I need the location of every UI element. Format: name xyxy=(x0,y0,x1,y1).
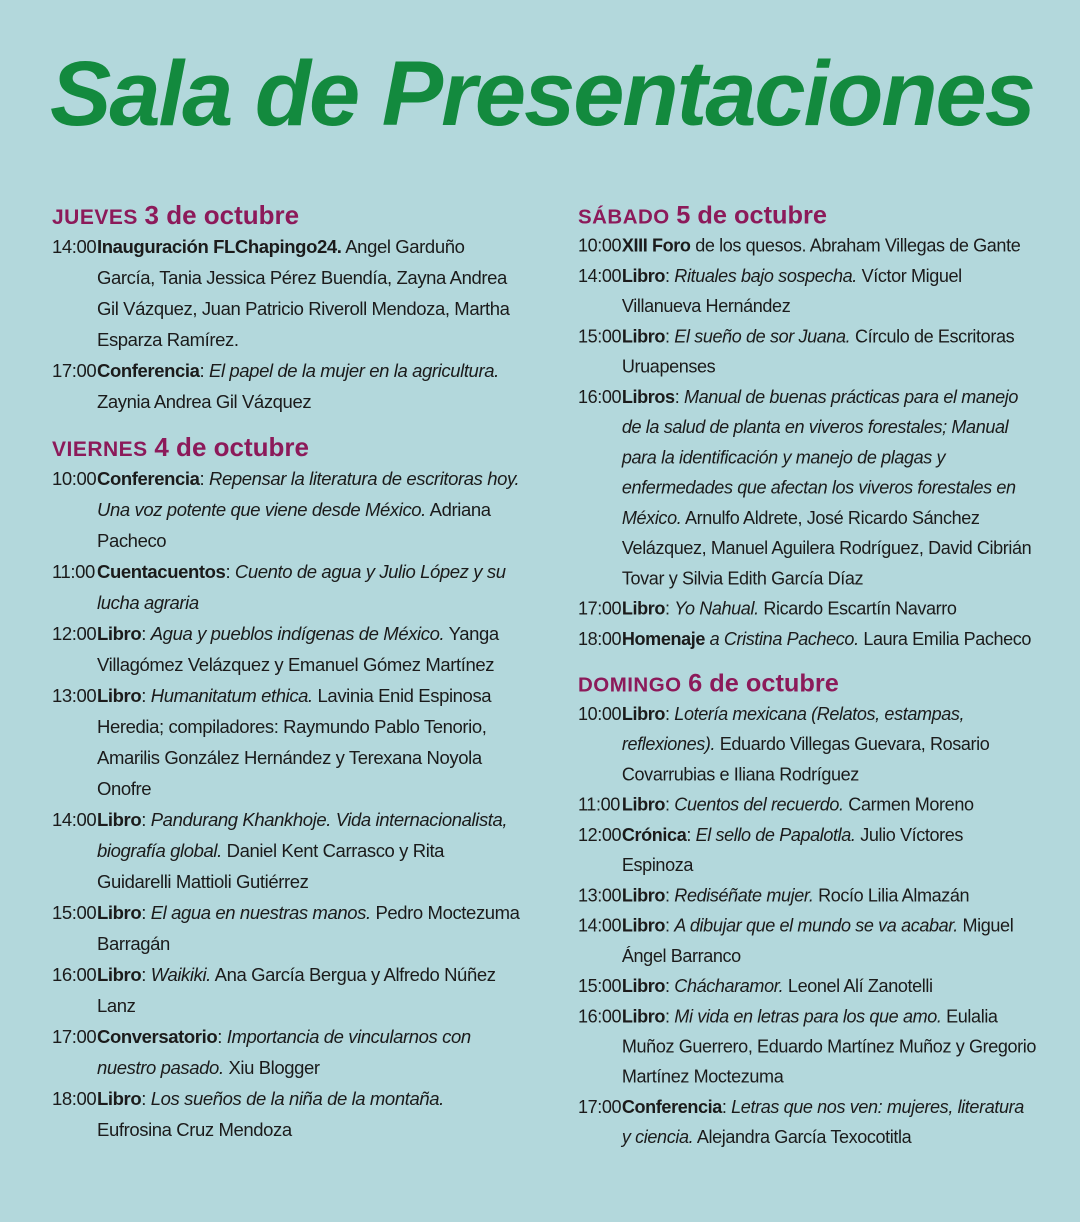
day-date: 6 de octubre xyxy=(688,668,839,698)
event-description: Conferencia: Letras que nos ven: mujeres, literatura y ciencia. Alejandra García Texocotitla xyxy=(621,1096,1024,1148)
event-item xyxy=(52,556,522,618)
event-description: Libro: Cuentos del recuerdo. Carmen Moreno xyxy=(621,794,974,815)
event-item xyxy=(52,1083,522,1145)
event-type: Libro xyxy=(621,884,666,906)
day-heading xyxy=(578,668,1036,698)
event-participants: Leonel Alí Zanotelli xyxy=(787,975,933,996)
event-work-title: El papel de la mujer en la agricultura. xyxy=(209,360,499,381)
event-time: 11:00 xyxy=(578,794,620,815)
event-time: 10:00 xyxy=(578,703,622,724)
event-time: 18:00 xyxy=(52,1088,97,1109)
event-item xyxy=(578,230,1036,260)
event-work-title: El sello de Papalotla. xyxy=(695,824,856,845)
event-item xyxy=(52,680,522,804)
event-type: Libro xyxy=(97,964,142,985)
event-time: 17:00 xyxy=(578,1096,622,1117)
event-type: Libro xyxy=(97,685,142,706)
event-work-title: Waikiki. xyxy=(150,964,211,985)
event-participants: Eufrosina Cruz Mendoza xyxy=(97,1119,292,1140)
event-time: 13:00 xyxy=(52,685,97,706)
event-work-title: Cuentos del recuerdo. xyxy=(674,794,844,815)
event-time: 17:00 xyxy=(52,1026,97,1047)
event-work-title: El agua en nuestras manos. xyxy=(150,902,371,923)
event-participants: Eduardo Villegas Guevara, Rosario Covarrubias e Iliana Rodríguez xyxy=(621,733,990,785)
event-item xyxy=(52,1021,522,1083)
event-participants: Eulalia Muñoz Guerrero, Eduardo Martínez Muñoz y Gregorio Martínez Moctezuma xyxy=(621,1005,1037,1087)
event-type: Libro xyxy=(621,325,666,347)
event-time: 14:00 xyxy=(52,809,97,830)
event-time: 10:00 xyxy=(52,468,97,489)
event-type: Libro xyxy=(97,1088,142,1109)
event-description: Libro: Agua y pueblos indígenas de México. Yanga Villagómez Velázquez y Emanuel Gómez Martínez xyxy=(97,623,499,675)
event-work-title: Cuento de agua y Julio López y su lucha agraria xyxy=(97,561,506,613)
event-item xyxy=(52,804,522,897)
event-time: 17:00 xyxy=(52,360,97,381)
event-item xyxy=(578,880,1036,910)
event-time: 15:00 xyxy=(578,325,622,347)
event-participants: Rocío Lilia Almazán xyxy=(818,884,970,906)
event-item xyxy=(52,355,522,417)
day-date: 5 de octubre xyxy=(676,200,828,230)
event-time: 15:00 xyxy=(52,902,97,923)
event-work-title: El sueño de sor Juana. xyxy=(674,325,851,347)
event-work-title: Manual de buenas prácticas para el manejo de la salud de planta en viveros forestales; Manual para la identificación y manejo de plagas y enfermedades que afectan los viveros forestales en México. xyxy=(621,386,1019,528)
event-description xyxy=(97,231,522,355)
event-type: Inauguración FLChapingo24. xyxy=(97,236,342,257)
event-work-title: Yo Nahual. xyxy=(674,597,759,619)
day-date: 4 de octubre xyxy=(154,432,309,462)
event-description xyxy=(622,623,1037,653)
day-viernes xyxy=(52,432,522,1145)
event-description: Libro: Waikiki. Ana García Bergua y Alfredo Núñez Lanz xyxy=(97,964,496,1016)
day-heading xyxy=(52,200,522,231)
day-of-week: JUEVES xyxy=(52,206,138,229)
event-time: 11:00 xyxy=(52,561,95,582)
event-participants: Angel Garduño García, Tania Jessica Pérez Buendía, Zayna Andrea Gil Vázquez, Juan Patricio Riveroll Mendoza, Martha Esparza Ramírez. xyxy=(97,236,510,350)
event-list xyxy=(578,698,1036,1152)
event-work-title: Humanitatum ethica. xyxy=(150,685,313,706)
event-type: Libro xyxy=(97,623,142,644)
event-item xyxy=(578,260,1036,320)
event-description: Libro: Pandurang Khankhoje. Vida internacionalista, biografía global. Daniel Kent Carrasco y Rita Guidarelli Mattioli Gutiérrez xyxy=(97,809,508,892)
event-time: 16:00 xyxy=(578,386,622,407)
event-work-title: Agua y pueblos indígenas de México. xyxy=(150,623,445,644)
day-domingo xyxy=(578,668,1036,1152)
event-type: Libro xyxy=(621,703,666,724)
event-time: 14:00 xyxy=(52,236,97,257)
event-description: Libro: Rituales bajo sospecha. Víctor Miguel Villanueva Hernández xyxy=(621,265,962,317)
event-work-title: Mi vida en letras para los que amo. xyxy=(674,1005,942,1027)
event-time: 15:00 xyxy=(578,975,622,996)
day-date: 3 de octubre xyxy=(144,200,300,230)
event-description xyxy=(622,230,1037,260)
event-description: Libro: El agua en nuestras manos. Pedro Moctezuma Barragán xyxy=(97,902,520,954)
event-description: Libro: Humanitatum ethica. Lavinia Enid Espinosa Heredia; compiladores: Raymundo Pablo Tenorio, Amarilis González Hernández y Terexana Noyola Onofre xyxy=(97,685,492,799)
event-list xyxy=(578,230,1036,653)
event-description: Libro: Chácharamor. Leonel Alí Zanotelli xyxy=(621,975,933,996)
event-participants: Víctor Miguel Villanueva Hernández xyxy=(621,265,962,317)
event-work-title: A dibujar que el mundo se va acabar. xyxy=(674,914,958,936)
event-description: Libros: Manual de buenas prácticas para el manejo de la salud de planta en viveros forestales; Manual para la identificación y manejo de plagas y enfermedades que afectan los viveros forestales en México. Arnulfo Aldrete, José Ricardo Sánchez Velázquez, Manuel Aguilera Rodríguez, David Cibrián Tovar y Silvia Edith García Díaz xyxy=(621,386,1032,589)
event-type: Crónica xyxy=(621,824,687,845)
event-type: Libro xyxy=(621,975,666,996)
event-participants: Adriana Pacheco xyxy=(97,499,491,551)
schedule-left-column xyxy=(52,200,522,1145)
event-description: Libro: Rediséñate mujer. Rocío Lilia Almazán xyxy=(621,884,970,906)
event-work-title: a Cristina Pacheco. xyxy=(709,628,859,649)
event-participants: Miguel Ángel Barranco xyxy=(621,914,1014,966)
event-description: Conferencia: Repensar la literatura de escritoras hoy. Una voz potente que viene desde México. Adriana Pacheco xyxy=(97,468,520,551)
event-participants: Xiu Blogger xyxy=(228,1057,320,1078)
event-description: Cuentacuentos: Cuento de agua y Julio López y su lucha agraria xyxy=(97,561,506,613)
event-list xyxy=(52,463,522,1145)
event-participants: Arnulfo Aldrete, José Ricardo Sánchez Velázquez, Manuel Aguilera Rodríguez, David Cibrián Tovar y Silvia Edith García Díaz xyxy=(621,507,1032,589)
event-item xyxy=(578,1001,1036,1092)
event-participants: Julio Víctores Espinoza xyxy=(621,824,964,875)
event-list xyxy=(52,231,522,417)
event-time: 12:00 xyxy=(578,824,622,845)
event-time: 17:00 xyxy=(578,597,622,619)
day-heading xyxy=(52,432,522,463)
event-description: Libro: Lotería mexicana (Relatos, estampas, reflexiones). Eduardo Villegas Guevara, Rosario Covarrubias e Iliana Rodríguez xyxy=(621,703,990,785)
event-item xyxy=(578,698,1036,789)
event-type: Libro xyxy=(621,794,666,815)
event-time: 10:00 xyxy=(578,235,622,256)
day-of-week: SÁBADO xyxy=(578,205,670,229)
event-description: Libro: Los sueños de la niña de la montaña. Eufrosina Cruz Mendoza xyxy=(97,1088,444,1140)
event-work-title: Repensar la literatura de escritoras hoy. Una voz potente que viene desde México. xyxy=(97,468,520,520)
event-item xyxy=(578,1092,1036,1152)
event-work-title: Chácharamor. xyxy=(674,975,784,996)
event-item xyxy=(52,959,522,1021)
event-time: 12:00 xyxy=(52,623,97,644)
event-description: Conferencia: El papel de la mujer en la agricultura. Zaynia Andrea Gil Vázquez xyxy=(97,360,499,412)
event-type: Libro xyxy=(621,265,666,286)
event-participants: Alejandra García Texocotitla xyxy=(696,1126,912,1148)
event-time: 14:00 xyxy=(578,265,622,286)
day-sabado xyxy=(578,200,1036,654)
schedule-right-column xyxy=(578,200,1036,1152)
event-participants: Círculo de Escritoras Uruapenses xyxy=(621,325,1015,377)
event-participants: Zaynia Andrea Gil Vázquez xyxy=(97,391,312,412)
event-time: 16:00 xyxy=(52,964,97,985)
event-item xyxy=(578,593,1036,623)
event-time: 16:00 xyxy=(578,1005,622,1027)
page-title: Sala de Presentaciones xyxy=(50,43,1034,145)
event-item xyxy=(578,910,1036,970)
day-jueves xyxy=(52,200,522,417)
event-item xyxy=(578,381,1036,593)
event-type: Cuentacuentos xyxy=(97,561,226,582)
event-description: Libro: El sueño de sor Juana. Círculo de Escritoras Uruapenses xyxy=(621,325,1015,377)
event-work-title: Letras que nos ven: mujeres, literatura y ciencia. xyxy=(621,1096,1024,1148)
event-type: Libro xyxy=(97,809,142,830)
event-type: Conferencia xyxy=(621,1096,722,1117)
event-participants: de los quesos. Abraham Villegas de Gante xyxy=(695,235,1021,256)
event-type: Conversatorio xyxy=(97,1026,218,1047)
event-work-title: Importancia de vincularnos con nuestro pasado. xyxy=(97,1026,471,1078)
event-item xyxy=(578,623,1036,653)
event-item xyxy=(52,618,522,680)
event-type: Libro xyxy=(621,914,666,936)
event-item xyxy=(578,321,1036,381)
event-time: 13:00 xyxy=(578,884,622,906)
event-description: Libro: A dibujar que el mundo se va acabar. Miguel Ángel Barranco xyxy=(621,914,1014,966)
day-of-week: DOMINGO xyxy=(578,674,682,697)
event-participants: Carmen Moreno xyxy=(848,794,974,815)
day-heading xyxy=(578,200,1036,230)
event-type: XIII Foro xyxy=(621,235,691,256)
event-work-title: Rituales bajo sospecha. xyxy=(674,265,857,286)
event-description: Crónica: El sello de Papalotla. Julio Víctores Espinoza xyxy=(621,824,964,875)
event-work-title: Pandurang Khankhoje. Vida internacionalista, biografía global. xyxy=(97,809,508,861)
event-item xyxy=(578,819,1036,879)
event-participants: Pedro Moctezuma Barragán xyxy=(97,902,520,954)
event-participants: Yanga Villagómez Velázquez y Emanuel Gómez Martínez xyxy=(97,623,499,675)
event-participants: Ricardo Escartín Navarro xyxy=(763,597,957,619)
event-type: Libro xyxy=(621,597,666,619)
event-participants: Ana García Bergua y Alfredo Núñez Lanz xyxy=(97,964,496,1016)
event-work-title: Los sueños de la niña de la montaña. xyxy=(150,1088,444,1109)
event-type: Libro xyxy=(97,902,142,923)
day-of-week: VIERNES xyxy=(52,438,148,461)
event-type: Conferencia xyxy=(97,360,200,381)
event-time: 18:00 xyxy=(578,628,622,649)
event-time: 14:00 xyxy=(578,914,622,936)
event-item xyxy=(578,971,1036,1001)
event-work-title: Rediséñate mujer. xyxy=(674,884,814,906)
event-item xyxy=(52,897,522,959)
event-type: Homenaje xyxy=(621,628,706,649)
event-work-title: Lotería mexicana (Relatos, estampas, reflexiones). xyxy=(621,703,965,755)
event-item xyxy=(52,463,522,556)
event-participants: Lavinia Enid Espinosa Heredia; compiladores: Raymundo Pablo Tenorio, Amarilis González Hernández y Terexana Noyola Onofre xyxy=(97,685,492,799)
event-type: Libro xyxy=(621,1005,666,1027)
event-description: Conversatorio: Importancia de vincularnos con nuestro pasado. Xiu Blogger xyxy=(97,1026,471,1078)
event-participants: Laura Emilia Pacheco xyxy=(863,628,1032,649)
event-description: Libro: Mi vida en letras para los que amo. Eulalia Muñoz Guerrero, Eduardo Martínez Muñoz y Gregorio Martínez Moctezuma xyxy=(621,1005,1037,1087)
event-description: Libro: Yo Nahual. Ricardo Escartín Navarro xyxy=(621,597,957,619)
event-item xyxy=(52,231,522,355)
event-type: Conferencia xyxy=(97,468,200,489)
event-type: Libros xyxy=(621,386,675,407)
event-participants: Daniel Kent Carrasco y Rita Guidarelli Mattioli Gutiérrez xyxy=(97,840,445,892)
event-item xyxy=(578,789,1036,819)
